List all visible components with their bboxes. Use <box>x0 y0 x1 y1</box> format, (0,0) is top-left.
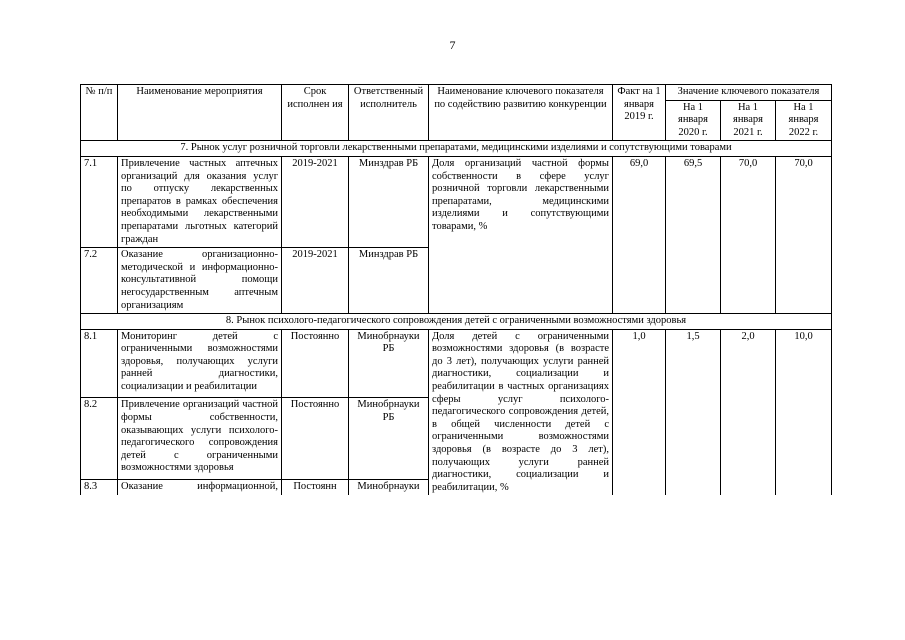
row-num: 7.2 <box>81 248 118 314</box>
table-row <box>81 329 832 398</box>
value-2022: 10,0 <box>776 329 832 495</box>
responsible: Минздрав РБ <box>349 156 429 247</box>
responsible: Минздрав РБ <box>349 248 429 314</box>
event-name: Оказание информационной, <box>118 480 282 496</box>
event-name: Привлечение организаций частной формы собственности, оказывающих услуги психолого-педагогического сопровождения детей с ограниченными возможностями здоровья <box>118 398 282 480</box>
value-2020: 69,5 <box>666 156 721 313</box>
deadline: Постоянн <box>282 480 349 496</box>
value-2021: 70,0 <box>721 156 776 313</box>
fact-value: 1,0 <box>613 329 666 495</box>
fact-value: 69,0 <box>613 156 666 313</box>
section-7-title-row <box>81 141 832 157</box>
event-name: Оказание организационно-методической и информационно-консультативной помощи негосударственным аптечным организациям <box>118 248 282 314</box>
responsible: Минобрнауки РБ <box>349 329 429 398</box>
deadline: Постоянно <box>282 329 349 398</box>
header-key-value-group: Значение ключевого показателя <box>666 85 832 101</box>
header-indicator-name: Наименование ключевого показателя по содействию развитию конкуренции <box>429 85 613 141</box>
event-name: Мониторинг детей с ограниченными возможностями здоровья, получающих услуги ранней диагностики, социализации и реабилитации <box>118 329 282 398</box>
responsible: Минобрнауки РБ <box>349 398 429 480</box>
value-2021: 2,0 <box>721 329 776 495</box>
row-num: 8.2 <box>81 398 118 480</box>
section-8-title-row <box>81 314 832 330</box>
deadline: Постоянно <box>282 398 349 480</box>
value-2020: 1,5 <box>666 329 721 495</box>
section-7-title: 7. Рынок услуг розничной торговли лекарственными препаратами, медицинскими изделиями и сопутствующими товарами <box>81 141 832 157</box>
table-row <box>81 156 832 247</box>
header-2022: На 1 января 2022 г. <box>776 100 832 141</box>
header-num: № п/п <box>81 85 118 141</box>
event-name: Привлечение частных аптечных организаций для оказания услуг по отпуску лекарственных препаратов в рамках обеспечения необходимыми лекарственными препаратами льготных категорий граждан <box>118 156 282 247</box>
indicator-name: Доля организаций частной формы собственности в сфере услуг розничной торговли лекарственными препаратами, медицинскими изделиями и сопутствующими товарами, % <box>429 156 613 313</box>
row-num: 8.1 <box>81 329 118 398</box>
indicator-name: Доля детей с ограниченными возможностями здоровья (в возрасте до 3 лет), получающих услуги ранней диагностики, социализации и реабилитации в частных организациях сферы услуг психолого-педагогического сопровождения детей, в общей численности детей с ограниченными возможностями здоровья (в возрасте до 3 лет), получающих услуги ранней диагностики, социализации и реабилитации, % <box>429 329 613 495</box>
header-fact: Факт на 1 января 2019 г. <box>613 85 666 141</box>
section-8-title: 8. Рынок психолого-педагогического сопровождения детей с ограниченными возможностями здоровья <box>81 314 832 330</box>
header-2020: На 1 января 2020 г. <box>666 100 721 141</box>
responsible: Минобрнауки <box>349 480 429 496</box>
header-responsible: Ответственный исполнитель <box>349 85 429 141</box>
page-number: 7 <box>449 38 456 52</box>
competition-plan-table <box>80 84 832 495</box>
header-deadline: Срок исполнен ия <box>282 85 349 141</box>
header-2021: На 1 января 2021 г. <box>721 100 776 141</box>
row-num: 8.3 <box>81 480 118 496</box>
deadline: 2019-2021 <box>282 248 349 314</box>
row-num: 7.1 <box>81 156 118 247</box>
header-row-1 <box>81 85 832 101</box>
deadline: 2019-2021 <box>282 156 349 247</box>
header-event-name: Наименование мероприятия <box>118 85 282 141</box>
value-2022: 70,0 <box>776 156 832 313</box>
